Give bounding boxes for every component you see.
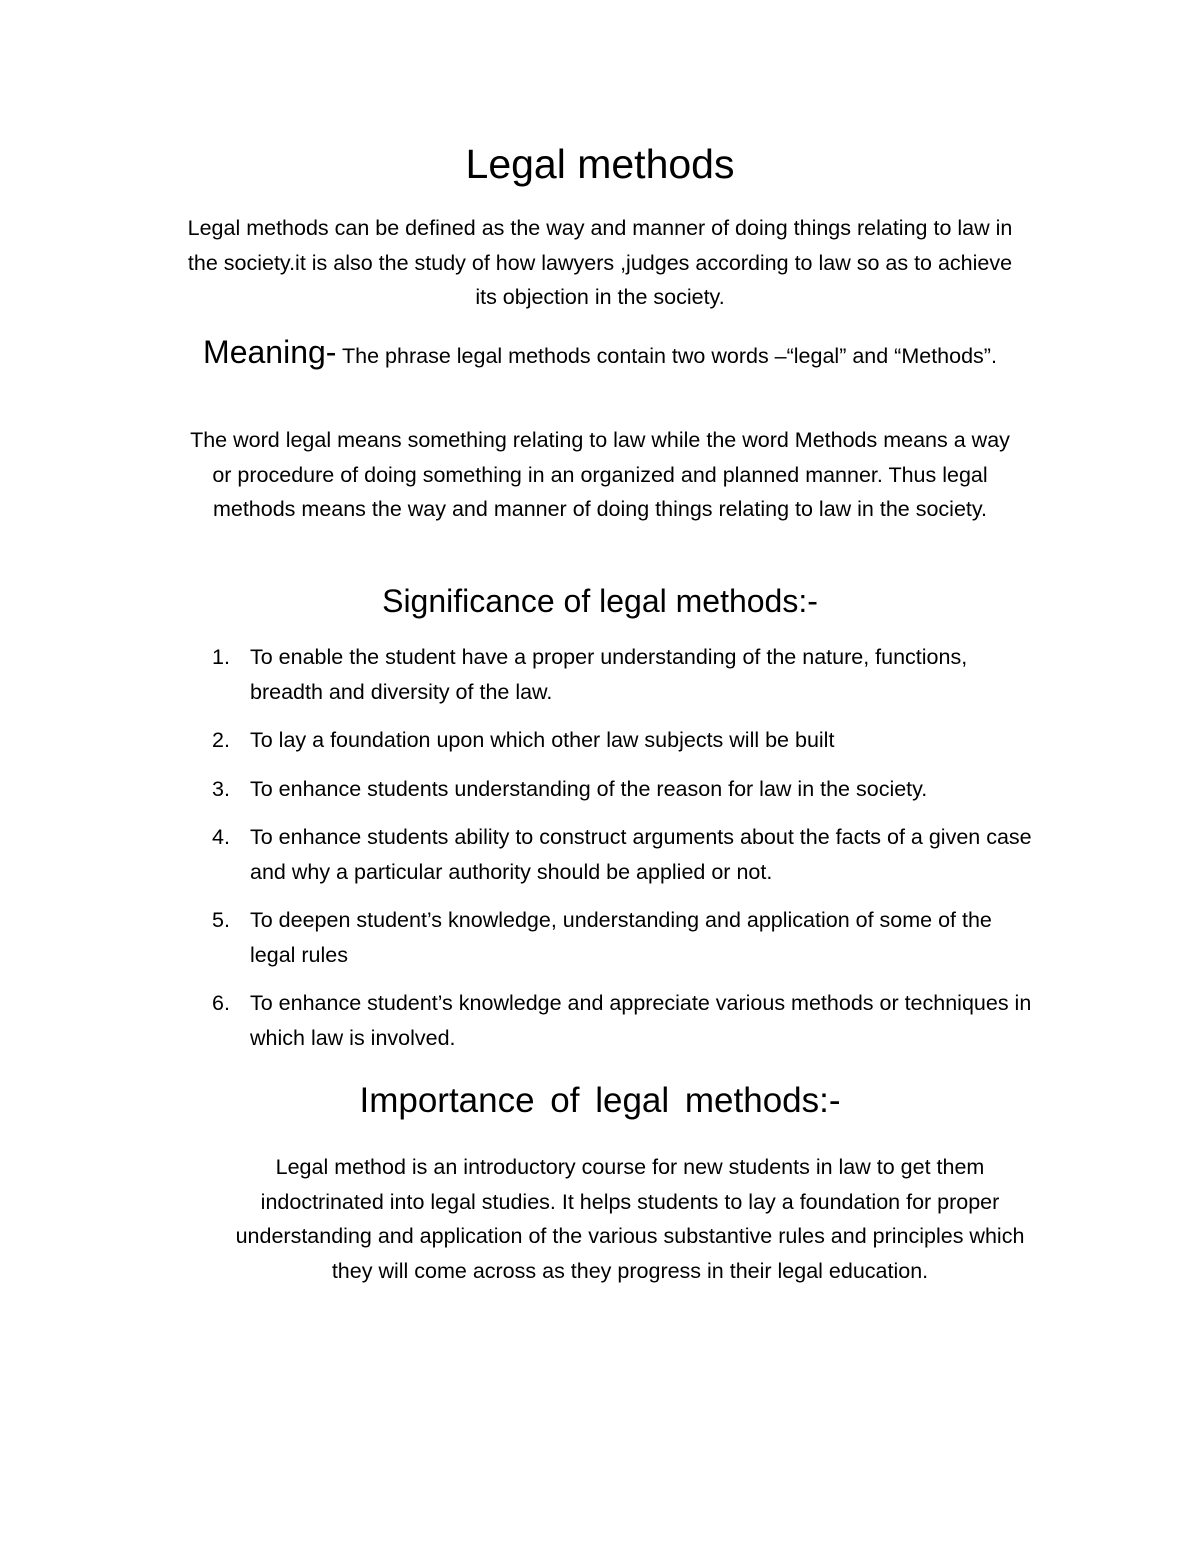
meaning-paragraph — [190, 333, 1010, 375]
list-item-number: 4. — [212, 825, 230, 849]
list-item-number: 3. — [212, 776, 230, 801]
list-item — [212, 903, 1032, 972]
meaning-text: The phrase legal methods contain two words –“legal” and “Methods”. — [336, 344, 997, 368]
list-item — [212, 723, 1032, 758]
list-item-text: To deepen student’s knowledge, understanding and application of some of the legal rules — [250, 908, 992, 967]
significance-list — [212, 640, 1032, 1069]
list-item — [212, 986, 1032, 1055]
definition-paragraph: The word legal means something relating to law while the word Methods means a way or procedure of doing something in an organized and planned manner. Thus legal methods means the way and manner of doing things relating to law in the society. — [190, 428, 1010, 521]
list-item — [212, 820, 1032, 889]
significance-heading: Significance of legal methods:- — [382, 583, 818, 619]
list-item-number: 1. — [212, 645, 230, 669]
list-item-text: To enable the student have a proper understanding of the nature, functions, breadth and diversity of the law. — [250, 645, 968, 704]
meaning-label: Meaning- — [203, 334, 337, 370]
document-title: Legal methods — [465, 141, 735, 187]
list-item-number: 6. — [212, 991, 230, 1015]
list-item-number: 5. — [212, 908, 230, 932]
list-item-text: To enhance student’s knowledge and appreciate various methods or techniques in which law is involved. — [250, 991, 1032, 1050]
importance-heading: Importance of legal methods:- — [359, 1081, 841, 1120]
list-item-text: To enhance students understanding of the reason for law in the society. — [250, 776, 928, 801]
list-item — [212, 772, 1032, 807]
importance-paragraph: Legal method is an introductory course for new students in law to get them indoctrinated into legal studies. It helps students to lay a foundation for proper understanding and application of the various substantive rules and principles which they will come across as they progress in their legal education. — [235, 1155, 1025, 1283]
list-item-text: To lay a foundation upon which other law subjects will be built — [250, 728, 835, 752]
list-item-number: 2. — [212, 728, 230, 752]
intro-paragraph: Legal methods can be defined as the way and manner of doing things relating to law in the society.it is also the study of how lawyers ,judges according to law so as to achieve its objection in the society. — [187, 216, 1013, 309]
list-item-text: To enhance students ability to construct arguments about the facts of a given case and why a particular authority should be applied or not. — [250, 825, 1032, 884]
list-item — [212, 640, 1032, 709]
